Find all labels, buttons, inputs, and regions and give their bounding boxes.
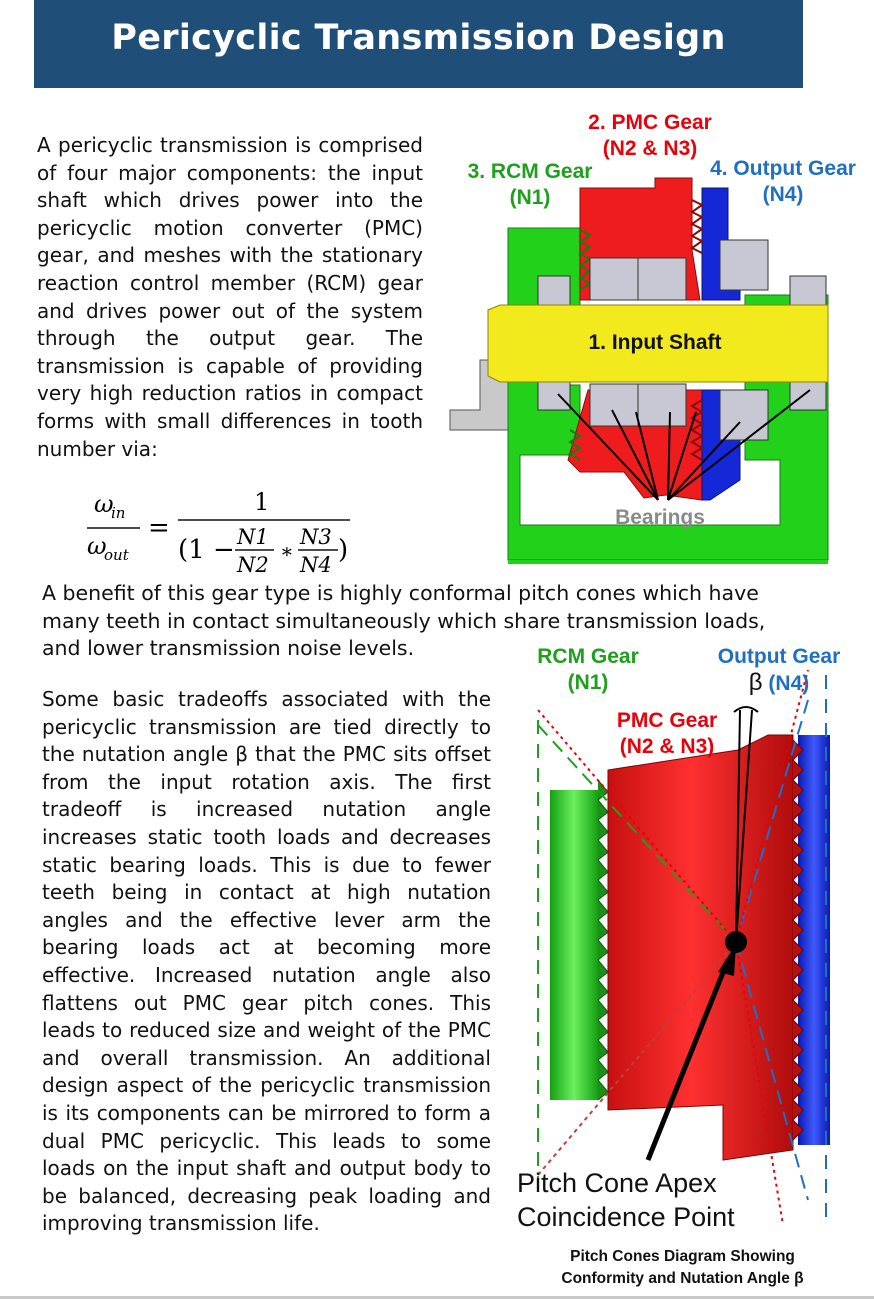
beta-arc <box>734 707 758 712</box>
fig2-pmc-label-line2: (N2 & N3) <box>619 735 715 758</box>
bearing-left-bottom <box>538 380 570 410</box>
fig1-pmc-label-line1: 2. PMC Gear <box>588 111 712 134</box>
bearing-pmc-top-left <box>590 258 638 300</box>
eq-sub-out: out <box>104 546 129 564</box>
equation-graphic <box>82 484 362 579</box>
fig2-output-label-line2 <box>706 670 852 697</box>
eq-times: ∗ <box>280 539 294 563</box>
fig1-pmc-label-line2: (N2 & N3) <box>602 137 698 160</box>
apex-label-line1: Pitch Cone Apex <box>517 1168 717 1198</box>
apex-label-line2: Coincidence Point <box>517 1202 735 1232</box>
rcm-base-strip <box>508 560 828 564</box>
eq-n1: N1 <box>237 525 269 549</box>
fig1-rcm-label <box>460 159 600 211</box>
reduction-ratio-equation <box>82 484 362 579</box>
eq-open: (1 − <box>178 535 235 565</box>
page-title: Pericyclic Transmission Design <box>111 18 726 58</box>
apex-point <box>725 931 747 953</box>
fig2-output-label-line1: Output Gear <box>717 645 841 668</box>
fig1-output-label-line2: (N4) <box>762 183 804 206</box>
eq-equals: = <box>148 513 170 543</box>
eq-one: 1 <box>254 488 270 516</box>
bearing-output-bottom <box>720 390 768 440</box>
fig2-output-label <box>706 644 852 697</box>
bearing-pmc-bottom-left <box>590 384 638 426</box>
bearing-left-top <box>538 276 570 306</box>
bearing-output-top <box>720 240 768 290</box>
benefit-paragraph: A benefit of this gear type is highly conformal pitch cones which have many teeth in contact simultaneously which share transmission loads, and lower transmission noise levels. <box>42 581 766 661</box>
eq-omega-in: ω <box>94 490 114 518</box>
rcm-gear-body <box>550 790 598 1100</box>
tradeoff-paragraph: Some basic tradeoffs associated with the pericyclic transmission are tied directly to the nutation angle β that the PMC sits offset from the input rotation axis. The first tradeoff is increased nutation angle increases static tooth loads and decreases static bearing loads. This is due to fewer teeth being in contact at high nutation angles and the effective lever arm the bearing loads act at becoming more effective. Increased nutation angle also flattens out PMC gear pitch cones. This leads to reduced size and weight of the PMC and overall transmission. An additional design aspect of the pericyclic transmission is its components can be mirrored to form a dual PMC pericyclic. This leads to some loads on the input shaft and output body to be balanced, decreasing peak loading and improving transmission life. <box>42 687 491 1236</box>
rcm-gear-teeth <box>598 780 608 1100</box>
fig2-pmc-label <box>600 708 734 760</box>
caption-line2: Conformity and Nutation Angle β <box>561 1270 804 1287</box>
eq-n2: N2 <box>237 553 269 577</box>
fig1-shaft-label: 1. Input Shaft <box>588 331 722 354</box>
fig2-rcm-label-line1: RCM Gear <box>537 645 639 668</box>
fig1-rcm-label-line2: (N1) <box>509 186 551 209</box>
eq-close: ) <box>338 535 349 565</box>
bearing-pmc-top-right <box>638 258 686 300</box>
bearing-right-top <box>790 276 826 306</box>
eq-omega-out: ω <box>87 532 107 560</box>
fig1-rcm-label-line1: 3. RCM Gear <box>467 160 593 183</box>
cross-section-figure <box>440 100 870 570</box>
fig1-output-label-line1: 4. Output Gear <box>710 157 856 180</box>
pmc-gear-body <box>608 735 793 1160</box>
fig1-pmc-label <box>570 110 730 162</box>
apex-label <box>517 1166 767 1234</box>
eq-n4: N4 <box>300 553 332 577</box>
fig1-output-label <box>698 156 868 208</box>
fig1-bearings-label: Bearings <box>615 506 705 529</box>
caption-line1: Pitch Cones Diagram Showing <box>570 1248 795 1265</box>
pitch-cones-caption <box>540 1246 825 1290</box>
bearing-pmc-bottom-right <box>638 384 686 426</box>
eq-n3: N3 <box>300 525 332 549</box>
title-banner <box>34 0 803 88</box>
fig2-beta-symbol: β <box>748 669 763 696</box>
bearing-right-bottom <box>790 380 826 410</box>
fig2-rcm-label-line2: (N1) <box>567 671 609 694</box>
intro-paragraph: A pericyclic transmission is comprised of four major components: the input shaft which drives power into the pericyclic motion converter (PMC) gear, and meshes with the stationary reaction control member (RCM) gear and drives power out of the system through the output gear. The transmission is capable of providing very high reduction ratios in compact forms with small differences in tooth number via: <box>37 133 423 461</box>
fig2-rcm-label <box>518 644 658 696</box>
pitch-cones-figure <box>508 640 870 1240</box>
eq-sub-in: in <box>111 504 126 522</box>
fig2-output-label-n4: (N4) <box>768 672 810 695</box>
fig2-pmc-label-line1: PMC Gear <box>616 709 718 732</box>
